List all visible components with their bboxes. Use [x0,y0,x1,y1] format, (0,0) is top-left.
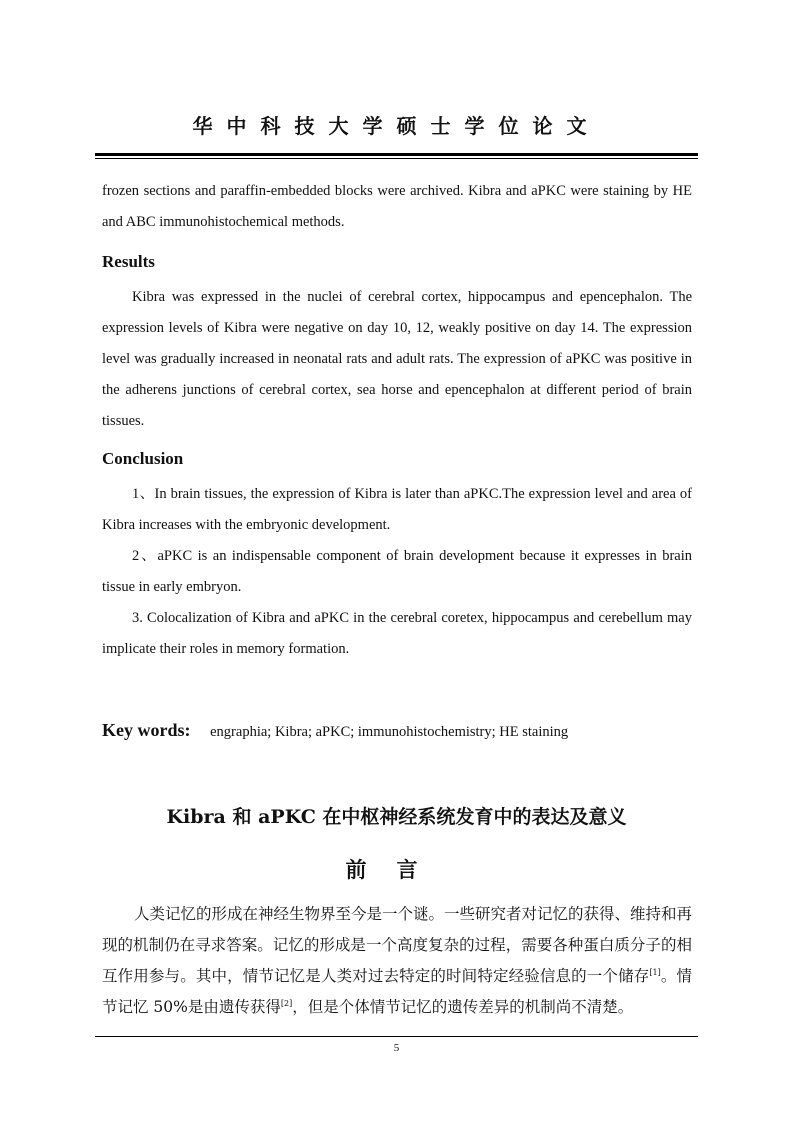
footer-rule [95,1036,698,1037]
conclusion-item-3: 3. Colocalization of Kibra and aPKC in the cerebral coretex, hippocampus and cerebellum may implicate their roles in memory formation. [102,610,692,657]
conclusion-heading: Conclusion [102,449,184,468]
thesis-header-title: 华中科技大学硕士学位论文 [192,114,601,138]
preface-text-part1: 人类记忆的形成在神经生物界至今是一个谜。一些研究者对记忆的获得、维持和再现的机制仍在寻求答案。记忆的形成是一个高度复杂的过程，需要各种蛋白质分子的相互作用参与。其中，情节记忆是人类对过去特定的时间特定经验信息的一个储存 [102,905,693,985]
conclusion-item-2: 2、aPKC is an indispensable component of brain development because it expresses in brain tissue in early embryon. [102,548,692,595]
results-paragraph: Kibra was expressed in the nuclei of cerebral cortex, hippocampus and epencephalon. The expression levels of Kibra were negative on day 10, 12, weakly positive on day 14. The expression level was gradually increased in neonatal rats and adult rats. The expression of aPKC was positive in the adherens junctions of cerebral cortex, sea horse and epencephalon at different period of brain tissues. [102,289,692,429]
preface-text-part3: ，但是个体情节记忆的遗传差异的机制尚不清楚。 [292,998,634,1016]
preface-text-part2: 。情节记忆 50%是由遗传获得 [102,967,692,1016]
header-rule-thin [95,158,698,159]
keywords-line [102,720,702,741]
citation-ref-2: [2] [280,998,293,1008]
methods-paragraph: frozen sections and paraffin-embedded blocks were archived. Kibra and aPKC were staining by HE and ABC immunohistochemical methods. [102,183,692,230]
keywords-text: engraphia; Kibra; aPKC; immunohistochemistry; HE staining [210,724,569,740]
keywords-label: Key words: [102,720,191,740]
page-number: 5 [393,1042,400,1054]
citation-ref-1: [1] [649,967,661,977]
results-heading: Results [102,252,155,271]
preface-paragraph [102,899,692,1023]
conclusion-item-1: 1、In brain tissues, the expression of Kibra is later than aPKC.The expression level and area of Kibra increases with the embryonic development. [102,486,692,533]
header-rule-thick [95,153,698,156]
abstract-body [102,176,692,665]
chinese-paper-title: Kibra 和 aPKC 在中枢神经系统发育中的表达及意义 [166,806,627,828]
section-heading-preface: 前言 [345,858,448,882]
